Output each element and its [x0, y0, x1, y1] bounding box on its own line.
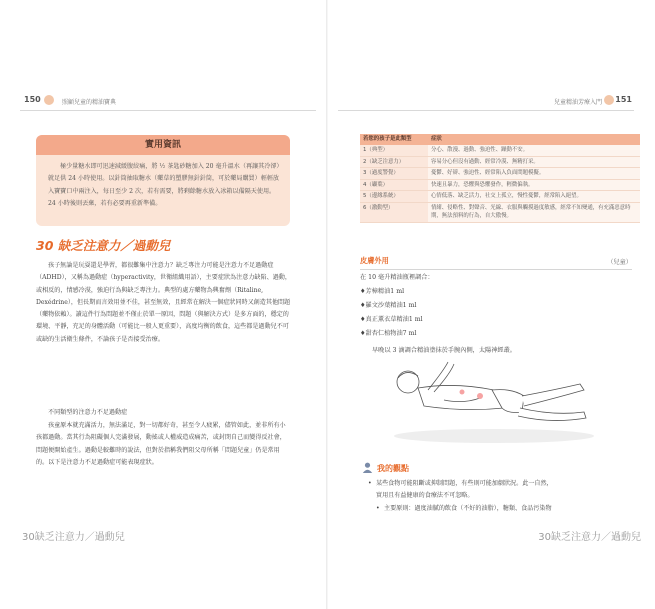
body-paragraph-types: 孩童原本就充滿活力，無法滿足，對一切都好奇，甚至令人疲累，儘管如此，並非所有小孩都過動。當其行為阻礙個人完滿發展，動搖或人權威造成痛苦，或封閉自己而變得反社會，問題便開始產生。過動是較難時的說法，但對於指稱我們阻父母所稱「問題兒童」仍是常用的。以下是注意力不足過動症可能表現症狀。	[36, 422, 286, 466]
header-dot-icon	[44, 95, 54, 105]
table-cell-type: 3（過度警覺）	[360, 168, 428, 180]
header-dot-icon	[604, 95, 614, 105]
table-cell-symptoms: 容易分心但沒有過動、經常冷漠、無精打采。	[428, 156, 640, 168]
table-cell-type: 6（激動型）	[360, 202, 428, 222]
table-row	[360, 179, 640, 191]
symptom-table	[360, 134, 640, 223]
left-page	[0, 0, 327, 609]
table-cell-type: 2（缺乏注意力）	[360, 156, 428, 168]
table-cell-symptoms: 憂鬱、好辯、強迫性、經常陷入負面問題模擬。	[428, 168, 640, 180]
recipe-ingredient: ♦甜杏仁植物油7 ml	[360, 330, 417, 337]
skin-use-heading: 皮膚外用	[360, 256, 389, 265]
practical-info-text: 極少量糖水即可迅速減緩腹絞痛，將 ½ 茶匙砂糖加入 20 毫升溫水（再讓其冷卻）就足供 24 小時使用。以針筒抽取糖水（藥草的塑膠無針針筒，可於藥局購買）輕輕放入寶寶口中兩注入，每日至少 2 次，若有需要，將剩餘糖水放入冰箱以備隔天使用。24 小時後則丟棄，若有必要再重新準備。	[48, 163, 280, 208]
table-row	[360, 168, 640, 180]
right-page-number: 151	[615, 95, 632, 104]
table-header-row	[360, 134, 640, 145]
right-footer: 30缺乏注意力／過動兒	[538, 532, 641, 543]
right-book-title: 兒童精油芳療入門	[553, 99, 602, 106]
table-cell-symptoms: 情緒、侵略性、對聲音、光線、衣服與觸摸過度敏感，經常不知變通，有充滿惡意時期，無法預料的行為，自大傲慢。	[428, 202, 640, 222]
body-subheading: 不同類型的注意力不足過動症	[48, 409, 128, 416]
recipe-ingredient: ♦羅文沙葉精油1 ml	[360, 302, 417, 309]
table-row	[360, 145, 640, 156]
person-icon	[362, 462, 373, 473]
child-lying-illustration	[384, 360, 598, 446]
left-page-header	[20, 92, 316, 111]
left-page-number: 150	[24, 95, 41, 104]
skin-use-heading-bar	[360, 255, 632, 270]
table-row	[360, 202, 640, 222]
left-footer: 30缺乏注意力／過動兒	[22, 532, 125, 543]
right-page	[328, 0, 655, 609]
opinion-bullets	[368, 478, 640, 515]
opinion-sub-bullet: • 主要原則：過度油膩的飲食（不好的油脂），糖類、食品污染物	[368, 503, 640, 515]
table-cell-symptoms: 分心、散漫、過動、強迫性、躁動不安。	[428, 145, 640, 156]
recipe-intro: 在 10 毫升精油瓶裡調合：	[360, 274, 434, 281]
recipe-ingredient: ♦真正薰衣草精油1 ml	[360, 316, 423, 323]
skin-use-tag: （兒童）	[607, 259, 632, 266]
section-title: 30 缺乏注意力／過動兒	[36, 238, 171, 253]
table-cell-type: 5（邊緣系統）	[360, 191, 428, 203]
my-opinion-heading	[362, 462, 409, 474]
right-page-header	[338, 92, 634, 111]
table-header-type: 若您的孩子是此類型	[360, 134, 428, 145]
body-paragraph-intro: 孩子無論是玩耍還是學習，都很難集中注意力？缺乏專注力可能是注意力不足過動症（ADHD），又稱為過動症（hyperactivity，世衛組織用語），主要症狀為注意力缺陷、過動，或相反的，情感冷漠，強迫行為與缺乏專注力。典型的處方藥物為興奮劑（Ritaline, Dexédrine），但長期而言效用並不佳，甚至無效，且經常在解決一個症狀同時又創造其他問題（藥物依賴）。讀這件行為問題並不僅止於單一原因，問題（與解決方式）是多方面的，穩定的環境、平靜，充足的身體活動（可能比一般人更重要），高度均衡的飲食，這些都是過動兒不可或缺的生活衛生條件，不論孩子是否接受治療。	[36, 262, 291, 343]
recipe-instruction: 早晚以 3 滴調合精油塗抹於手腕內側，太陽神經叢。	[372, 347, 516, 354]
recipe-ingredient: ♦芳樟精油1 ml	[360, 288, 405, 295]
table-row	[360, 191, 640, 203]
opinion-bullet-continuation: 實用且有益健康的食療法不可忽略。	[376, 492, 474, 500]
my-opinion-title: 我的觀點	[377, 464, 409, 473]
table-cell-symptoms: 心情低落、缺乏活力，社交上孤立，慢性憂鬱，經常陷入絕望。	[428, 191, 640, 203]
table-row	[360, 156, 640, 168]
table-cell-type: 4（顳葉）	[360, 179, 428, 191]
practical-info-box	[36, 135, 290, 226]
left-book-title: 照顧兒童的精油寶典	[62, 99, 117, 106]
table-cell-type: 1（典型）	[360, 145, 428, 156]
opinion-bullet	[368, 478, 640, 503]
practical-info-title: 實用資訊	[36, 135, 290, 155]
table-header-symptoms: 症狀	[428, 134, 640, 145]
table-cell-symptoms: 快速且暴力，恐懼與恐懼發作，輕微偏執。	[428, 179, 640, 191]
opinion-bullet-text: 某些食物可能阻斷或抑制問題，有些則可能加劇狀況。此一自然，	[376, 480, 553, 487]
